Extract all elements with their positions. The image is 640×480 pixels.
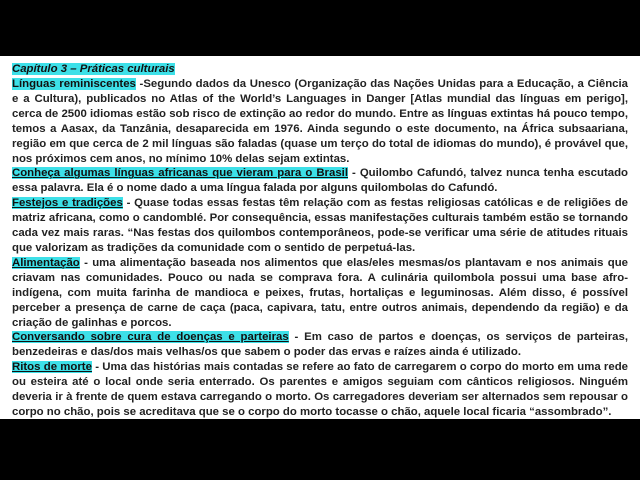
section-text: - uma alimentação baseada nos alimentos que elas/eles mesmas/os plantavam e nos animais que criavam nas comunidades. Pouco ou nada se comprava fora. A culinária quilombola possui uma base afro-indígena, com muita farinha de mandioca e peixes, frutas, hortaliças e leguminosas. Além disso, é possível perceber a presença de carne de caça (paca, capivara, tatu, entre outros animais, dependendo da região) e da criação de galinhas e porcos. — [12, 256, 628, 329]
section-heading: Conheça algumas línguas africanas que vieram para o Brasil — [12, 167, 348, 180]
section-heading: Línguas reminiscentes — [12, 78, 136, 90]
section-text: - Quase todas essas festas têm relação com as festas religiosas católicas e de religiões de matriz africana, como o candomblé. Por consequência, essas manifestações culturais também estão se tornando cada vez mais raras. “Nas festas dos quilombos contemporâneos, pode-se verificar uma série de atitudes rituais que valorizam as tradições da comunidade com o sentido de perpetuá-las. — [12, 197, 628, 254]
section-heading: Festejos e tradições — [12, 197, 123, 210]
document-page — [0, 56, 640, 419]
section-linguas-reminiscentes — [12, 77, 628, 166]
section-ritos-morte — [12, 360, 628, 420]
section-festejos — [12, 196, 628, 256]
section-text: -Segundo dados da Unesco (Organização das Nações Unidas para a Educação, a Ciência e a Cultura), publicados no Atlas of the World’s Languages in Danger [Atlas mundial das línguas em perigo], cerca de 2500 idiomas estão sob risco de extinção ao redor do mundo. Entre as línguas extintas há pouco tempo, temos a Aasax, da Tanzânia, desaparecida em 1976. Ainda segundo o este documento, na África subsaariana, região em que cerca de 2 mil línguas são faladas (quase um terço do total de idiomas do mundo), é provável que, nos próximos cem anos, no mínimo 10% delas sejam extintas. — [12, 78, 628, 165]
section-text: - Em caso de partos e doenças, os serviços de parteiras, benzedeiras e das/dos mais velhas/os que sabem o poder das ervas e raízes ainda é utilizado. — [12, 331, 628, 359]
section-heading: Conversando sobre cura de doenças e parteiras — [12, 331, 289, 344]
section-linguas-africanas — [12, 166, 628, 196]
chapter-title — [12, 62, 628, 77]
section-alimentacao — [12, 256, 628, 331]
section-cura-doencas — [12, 330, 628, 360]
chapter-title-text: Capítulo 3 – Práticas culturais — [12, 63, 175, 75]
section-text: - Uma das histórias mais contadas se refere ao fato de carregarem o corpo do morto em uma rede ou esteira até o local onde seria enterrado. Os parentes e amigos seguiam com cânticos religiosos. Ninguém deveria ir à frente de quem estava carregando o morto. Os carregadores deveriam ser alternados sem repousar o corpo no chão, pois se acreditava que se o corpo do morto tocasse o chão, aquele local ficaria “assombrado”. — [12, 361, 628, 418]
section-text: - Quilombo Cafundó, talvez nunca tenha escutado essa palavra. Ela é o nome dado a uma língua falada por alguns quilombolas do Cafundó. — [12, 167, 628, 195]
section-heading: Ritos de morte — [12, 361, 92, 374]
section-heading: Alimentação — [12, 256, 80, 269]
